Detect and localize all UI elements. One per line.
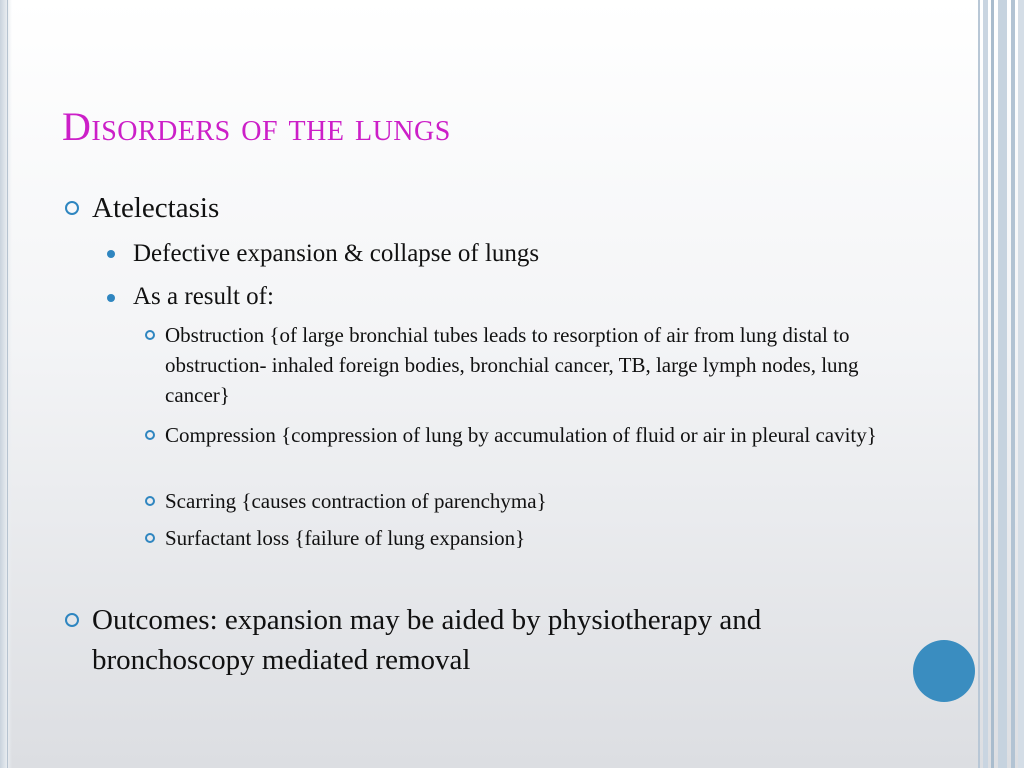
right-stripe (1018, 0, 1024, 768)
ring-bullet-icon (145, 430, 155, 440)
bullet-scarring: Scarring {causes contraction of parenchyma} (165, 489, 547, 513)
dot-bullet-icon (107, 250, 115, 258)
ring-bullet-icon (65, 201, 79, 215)
left-edge-gradient (0, 0, 12, 768)
right-stripe (983, 0, 988, 768)
ring-bullet-icon (145, 496, 155, 506)
left-edge-line (7, 0, 8, 768)
bullet-outcomes: Outcomes: expansion may be aided by physiotherapy and bronchoscopy mediated removal (92, 604, 762, 676)
slide-title: Disorders of the lungs (62, 104, 451, 149)
dot-bullet-icon (107, 294, 115, 302)
decorative-circle (913, 640, 975, 702)
ring-bullet-icon (145, 330, 155, 340)
bullet-atelectasis: Atelectasis (92, 192, 220, 224)
ring-bullet-icon (145, 533, 155, 543)
bullet-defective-expansion: Defective expansion & collapse of lungs (133, 240, 540, 267)
bullet-compression: Compression {compression of lung by accumulation of fluid or air in pleural cavity} (165, 423, 877, 447)
bullet-surfactant-loss: Surfactant loss {failure of lung expansion} (165, 526, 526, 550)
right-stripe (998, 0, 1007, 768)
right-stripe (991, 0, 994, 768)
right-stripe (978, 0, 980, 768)
right-stripe (1011, 0, 1015, 768)
ring-bullet-icon (65, 613, 79, 627)
bullet-as-a-result: As a result of: (133, 283, 274, 310)
bullet-obstruction: Obstruction {of large bronchial tubes leads to resorption of air from lung distal to obstruction- inhaled foreign bodies, bronchial cancer, TB, large lymph nodes, lung cancer} (165, 323, 859, 407)
